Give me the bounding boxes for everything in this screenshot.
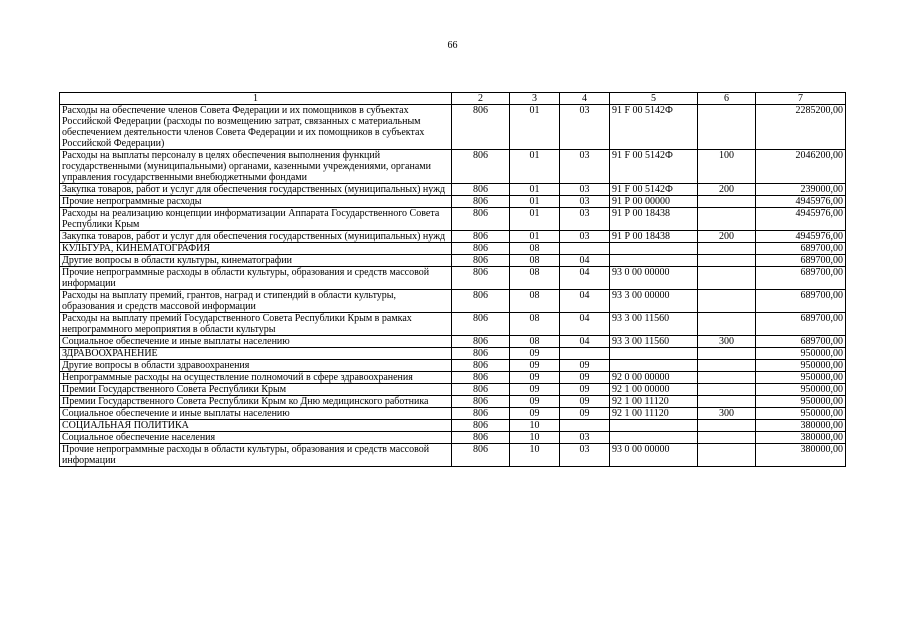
amount-cell: 4945976,00 [756,196,846,208]
section-code-cell: 08 [510,290,560,313]
section-code-cell: 10 [510,420,560,432]
section-code-cell: 01 [510,208,560,231]
table-row [60,243,846,255]
amount-cell: 689700,00 [756,336,846,348]
table-row [60,432,846,444]
target-item-cell [610,432,698,444]
amount-cell: 689700,00 [756,313,846,336]
ministry-code-cell: 806 [452,105,510,150]
amount-cell: 950000,00 [756,396,846,408]
subsection-code-cell: 04 [560,313,610,336]
target-item-cell: 92 1 00 11120 [610,396,698,408]
amount-cell: 380000,00 [756,444,846,467]
amount-cell: 380000,00 [756,420,846,432]
item-name-cell: Расходы на выплату премий, грантов, наград и стипендий в области культуры, образования и средств массовой информации [60,290,452,313]
amount-cell: 2046200,00 [756,150,846,184]
item-name-cell: Прочие непрограммные расходы в области культуры, образования и средств массовой информации [60,444,452,467]
table-row [60,444,846,467]
table-row [60,336,846,348]
subsection-code-cell: 03 [560,150,610,184]
ministry-code-cell: 806 [452,420,510,432]
target-item-cell: 91 F 00 5142Ф [610,105,698,150]
table-row [60,348,846,360]
ministry-code-cell: 806 [452,208,510,231]
column-header: 2 [452,93,510,105]
expense-type-cell [698,360,756,372]
ministry-code-cell: 806 [452,372,510,384]
target-item-cell: 91 Р 00 18438 [610,231,698,243]
section-code-cell: 01 [510,231,560,243]
ministry-code-cell: 806 [452,150,510,184]
table-row [60,150,846,184]
item-name-cell: ЗДРАВООХРАНЕНИЕ [60,348,452,360]
target-item-cell: 91 F 00 5142Ф [610,150,698,184]
expense-type-cell [698,384,756,396]
ministry-code-cell: 806 [452,408,510,420]
section-code-cell: 01 [510,105,560,150]
item-name-cell: Расходы на выплату премий Государственного Совета Республики Крым в рамках непрограммного мероприятия в области культуры [60,313,452,336]
column-header: 6 [698,93,756,105]
subsection-code-cell: 03 [560,196,610,208]
subsection-code-cell [560,348,610,360]
target-item-cell: 91 Р 00 00000 [610,196,698,208]
ministry-code-cell: 806 [452,184,510,196]
ministry-code-cell: 806 [452,255,510,267]
target-item-cell: 93 0 00 00000 [610,267,698,290]
section-code-cell: 08 [510,267,560,290]
table-row [60,360,846,372]
target-item-cell [610,420,698,432]
column-header: 3 [510,93,560,105]
ministry-code-cell: 806 [452,384,510,396]
target-item-cell: 93 0 00 00000 [610,444,698,467]
amount-cell: 950000,00 [756,360,846,372]
ministry-code-cell: 806 [452,290,510,313]
table-row [60,372,846,384]
expense-type-cell [698,267,756,290]
section-code-cell: 09 [510,384,560,396]
amount-cell: 2285200,00 [756,105,846,150]
target-item-cell [610,360,698,372]
amount-cell: 689700,00 [756,255,846,267]
budget-table [59,92,846,467]
subsection-code-cell: 09 [560,408,610,420]
subsection-code-cell: 03 [560,184,610,196]
amount-cell: 950000,00 [756,384,846,396]
expense-type-cell: 200 [698,184,756,196]
item-name-cell: Прочие непрограммные расходы [60,196,452,208]
target-item-cell: 91 Р 00 18438 [610,208,698,231]
item-name-cell: Премии Государственного Совета Республики Крым [60,384,452,396]
expense-type-cell [698,243,756,255]
table-body [60,105,846,467]
table-row [60,255,846,267]
section-code-cell: 09 [510,408,560,420]
item-name-cell: Другие вопросы в области культуры, кинематографии [60,255,452,267]
item-name-cell: Социальное обеспечение населения [60,432,452,444]
page-number: 66 [447,40,458,51]
amount-cell: 689700,00 [756,243,846,255]
target-item-cell: 92 1 00 11120 [610,408,698,420]
expense-type-cell [698,348,756,360]
column-header: 5 [610,93,698,105]
table-row [60,196,846,208]
column-header: 1 [60,93,452,105]
table-row [60,267,846,290]
expense-type-cell [698,290,756,313]
table-row [60,420,846,432]
target-item-cell: 93 3 00 11560 [610,313,698,336]
amount-cell: 950000,00 [756,408,846,420]
target-item-cell: 91 F 00 5142Ф [610,184,698,196]
item-name-cell: Закупка товаров, работ и услуг для обеспечения государственных (муниципальных) нужд [60,231,452,243]
subsection-code-cell: 04 [560,290,610,313]
section-code-cell: 09 [510,396,560,408]
table-row [60,208,846,231]
target-item-cell: 92 0 00 00000 [610,372,698,384]
item-name-cell: Социальное обеспечение и иные выплаты населению [60,336,452,348]
section-code-cell: 01 [510,150,560,184]
table-row [60,290,846,313]
subsection-code-cell [560,420,610,432]
expense-type-cell [698,444,756,467]
section-code-cell: 08 [510,336,560,348]
expense-type-cell [698,420,756,432]
expense-type-cell [698,196,756,208]
expense-type-cell: 100 [698,150,756,184]
item-name-cell: Расходы на реализацию концепции информатизации Аппарата Государственного Совета Республики Крым [60,208,452,231]
expense-type-cell: 300 [698,336,756,348]
column-header: 7 [756,93,846,105]
section-code-cell: 09 [510,348,560,360]
ministry-code-cell: 806 [452,432,510,444]
table-row [60,384,846,396]
expense-type-cell: 300 [698,408,756,420]
expense-type-cell [698,372,756,384]
item-name-cell: Прочие непрограммные расходы в области культуры, образования и средств массовой информации [60,267,452,290]
section-code-cell: 09 [510,372,560,384]
ministry-code-cell: 806 [452,196,510,208]
subsection-code-cell: 04 [560,336,610,348]
target-item-cell [610,243,698,255]
expense-type-cell [698,313,756,336]
amount-cell: 689700,00 [756,267,846,290]
section-code-cell: 08 [510,255,560,267]
amount-cell: 239000,00 [756,184,846,196]
ministry-code-cell: 806 [452,313,510,336]
amount-cell: 4945976,00 [756,231,846,243]
subsection-code-cell: 03 [560,231,610,243]
expense-type-cell [698,208,756,231]
subsection-code-cell: 03 [560,208,610,231]
ministry-code-cell: 806 [452,444,510,467]
table-row [60,105,846,150]
subsection-code-cell: 09 [560,360,610,372]
subsection-code-cell: 03 [560,444,610,467]
item-name-cell: Непрограммные расходы на осуществление полномочий в сфере здравоохранения [60,372,452,384]
amount-cell: 380000,00 [756,432,846,444]
amount-cell: 950000,00 [756,348,846,360]
ministry-code-cell: 806 [452,243,510,255]
expense-type-cell [698,255,756,267]
subsection-code-cell: 09 [560,384,610,396]
target-item-cell [610,348,698,360]
item-name-cell: СОЦИАЛЬНАЯ ПОЛИТИКА [60,420,452,432]
target-item-cell: 93 3 00 11560 [610,336,698,348]
table-row [60,231,846,243]
table-row [60,184,846,196]
expense-type-cell [698,105,756,150]
ministry-code-cell: 806 [452,348,510,360]
section-code-cell: 10 [510,432,560,444]
expense-type-cell [698,396,756,408]
item-name-cell: Закупка товаров, работ и услуг для обеспечения государственных (муниципальных) нужд [60,184,452,196]
expense-type-cell [698,432,756,444]
table-row [60,408,846,420]
subsection-code-cell: 04 [560,255,610,267]
item-name-cell: Расходы на обеспечение членов Совета Федерации и их помощников в субъектах Российской Федерации (расходы по возмещению затрат, связанных с материальным обеспечением деятельности членов Совета Федерации и их помощников в субъектах Российской Федерации) [60,105,452,150]
item-name-cell: Расходы на выплаты персоналу в целях обеспечения выполнения функций государственными (муниципальными) органами, казенными учреждениями, органами управления государственными внебюджетными фондами [60,150,452,184]
section-code-cell: 10 [510,444,560,467]
subsection-code-cell: 03 [560,105,610,150]
target-item-cell [610,255,698,267]
target-item-cell: 93 3 00 00000 [610,290,698,313]
section-code-cell: 08 [510,313,560,336]
amount-cell: 689700,00 [756,290,846,313]
subsection-code-cell: 09 [560,396,610,408]
section-code-cell: 08 [510,243,560,255]
section-code-cell: 01 [510,184,560,196]
subsection-code-cell: 04 [560,267,610,290]
section-code-cell: 01 [510,196,560,208]
ministry-code-cell: 806 [452,336,510,348]
amount-cell: 950000,00 [756,372,846,384]
ministry-code-cell: 806 [452,396,510,408]
ministry-code-cell: 806 [452,360,510,372]
item-name-cell: Социальное обеспечение и иные выплаты населению [60,408,452,420]
ministry-code-cell: 806 [452,267,510,290]
column-header: 4 [560,93,610,105]
subsection-code-cell: 03 [560,432,610,444]
table-row [60,396,846,408]
target-item-cell: 92 1 00 00000 [610,384,698,396]
item-name-cell: Премии Государственного Совета Республики Крым ко Дню медицинского работника [60,396,452,408]
ministry-code-cell: 806 [452,231,510,243]
table-row [60,313,846,336]
item-name-cell: КУЛЬТУРА, КИНЕМАТОГРАФИЯ [60,243,452,255]
amount-cell: 4945976,00 [756,208,846,231]
section-code-cell: 09 [510,360,560,372]
subsection-code-cell [560,243,610,255]
item-name-cell: Другие вопросы в области здравоохранения [60,360,452,372]
expense-type-cell: 200 [698,231,756,243]
subsection-code-cell: 09 [560,372,610,384]
header-row [60,93,846,105]
